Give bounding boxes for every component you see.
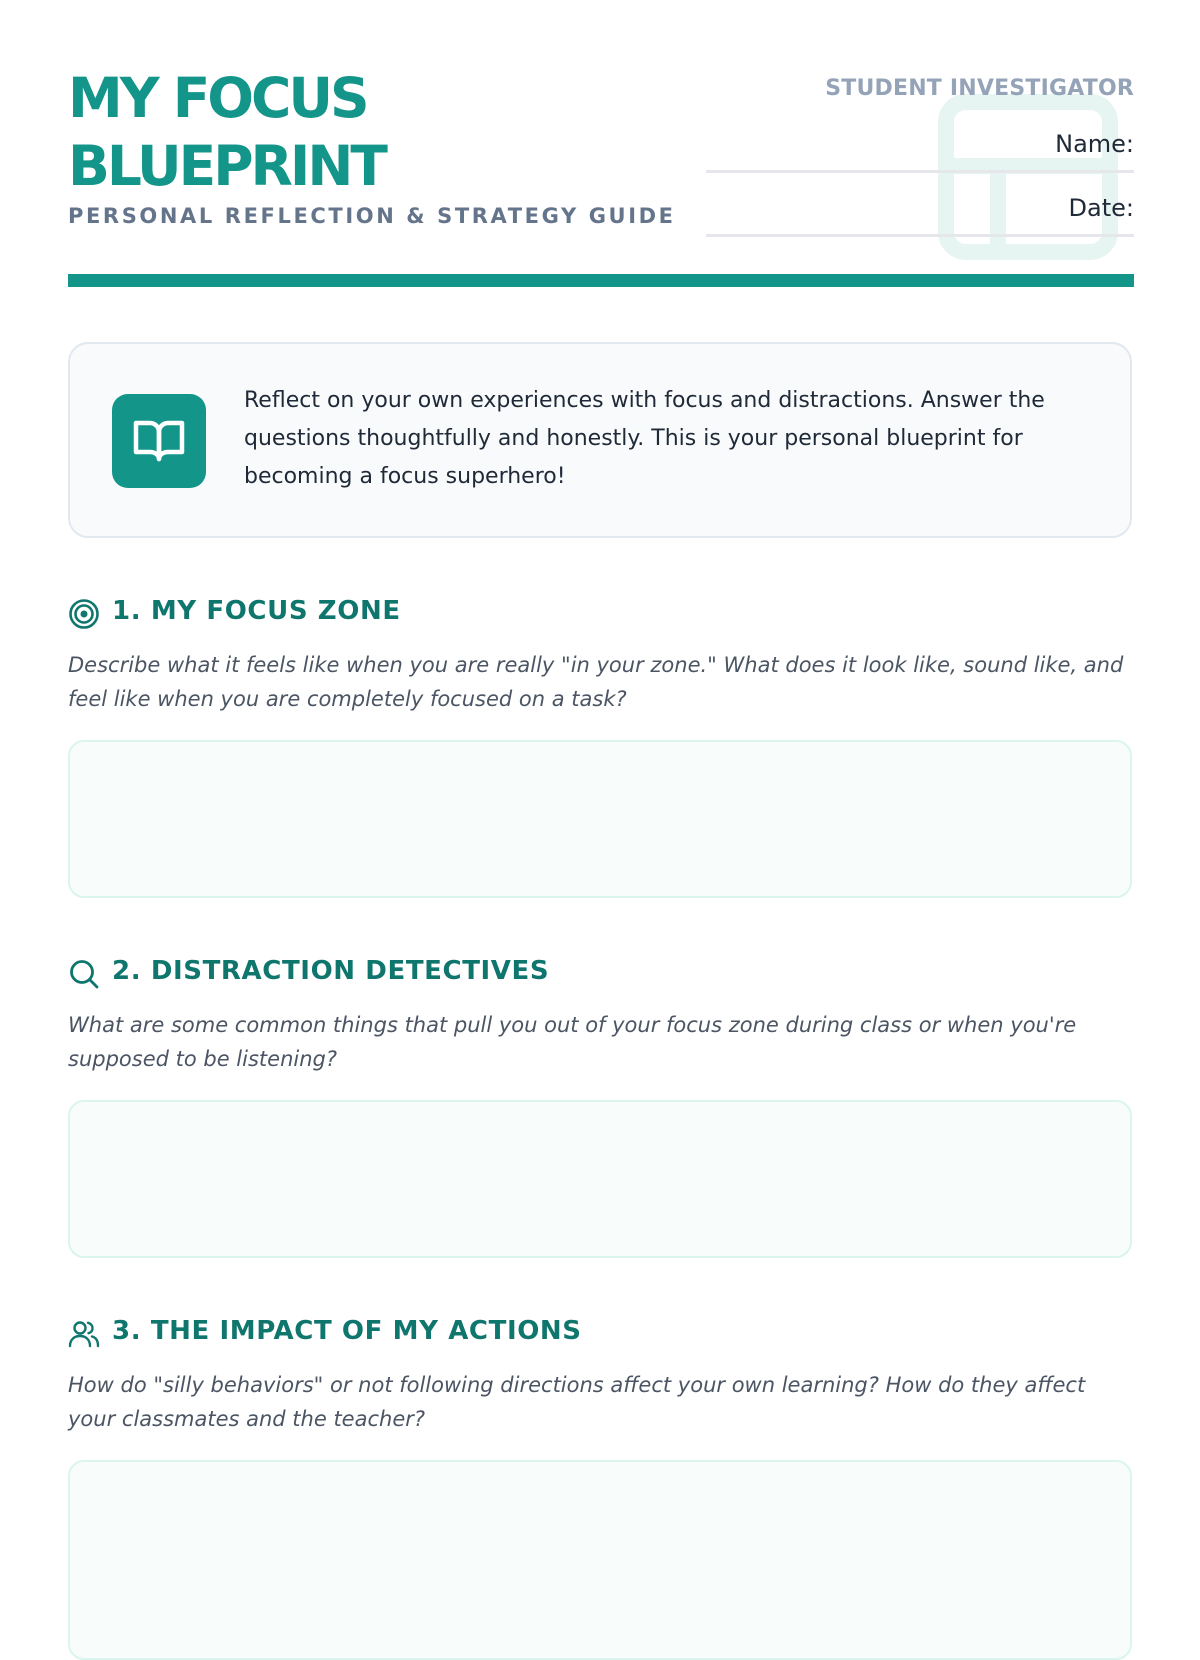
section-title: 2. DISTRACTION DETECTIVES	[112, 956, 550, 986]
answer-box-distractions[interactable]	[68, 1100, 1132, 1258]
answer-box-focus-zone[interactable]	[68, 740, 1132, 898]
header-divider	[68, 274, 1134, 287]
student-info	[706, 74, 1134, 254]
section-title: 3. THE IMPACT OF MY ACTIONS	[112, 1316, 582, 1346]
worksheet-page	[68, 0, 1134, 1431]
section-prompt: Describe what it feels like when you are really "in your zone." What does it look like, sound like, and feel like when you are completely focused on a task?	[68, 653, 1124, 711]
section-prompt: How do "silly behaviors" or not following directions affect your own learning? How do they affect your classmates and the teacher?	[68, 1373, 1086, 1431]
section-header	[68, 954, 1134, 994]
answer-box-impact[interactable]	[68, 1460, 1132, 1660]
section-prompt: What are some common things that pull you out of your focus zone during class or when you're supposed to be listening?	[68, 1013, 1077, 1071]
layout-icon	[938, 94, 1118, 264]
section-header	[68, 1314, 1134, 1354]
section-header	[68, 594, 1134, 634]
date-label: Date:	[1068, 194, 1134, 222]
section-distraction-detectives	[68, 954, 1134, 1258]
page-subtitle: PERSONAL REFLECTION & STRATEGY GUIDE	[68, 204, 676, 228]
users-icon	[68, 1318, 100, 1350]
section-title: 1. MY FOCUS ZONE	[112, 596, 401, 626]
intro-box	[68, 342, 1132, 538]
search-icon	[68, 958, 100, 990]
intro-text: Reflect on your own experiences with focus and distractions. Answer the questions thoughtfully and honestly. This is your personal blueprint for becoming a focus superhero!	[244, 388, 1045, 489]
title-line-1: MY FOCUS	[68, 66, 367, 130]
name-field[interactable]	[706, 130, 1134, 173]
section-focus-zone	[68, 594, 1134, 898]
book-open-icon	[112, 394, 206, 488]
section-impact-of-actions	[68, 1314, 1134, 1660]
header	[68, 0, 1134, 288]
title-line-2: BLUEPRINT	[68, 134, 385, 198]
target-icon	[68, 598, 100, 630]
date-field[interactable]	[706, 194, 1134, 237]
name-label: Name:	[1055, 130, 1134, 158]
role-label: STUDENT INVESTIGATOR	[825, 76, 1134, 101]
page-title	[68, 64, 385, 200]
